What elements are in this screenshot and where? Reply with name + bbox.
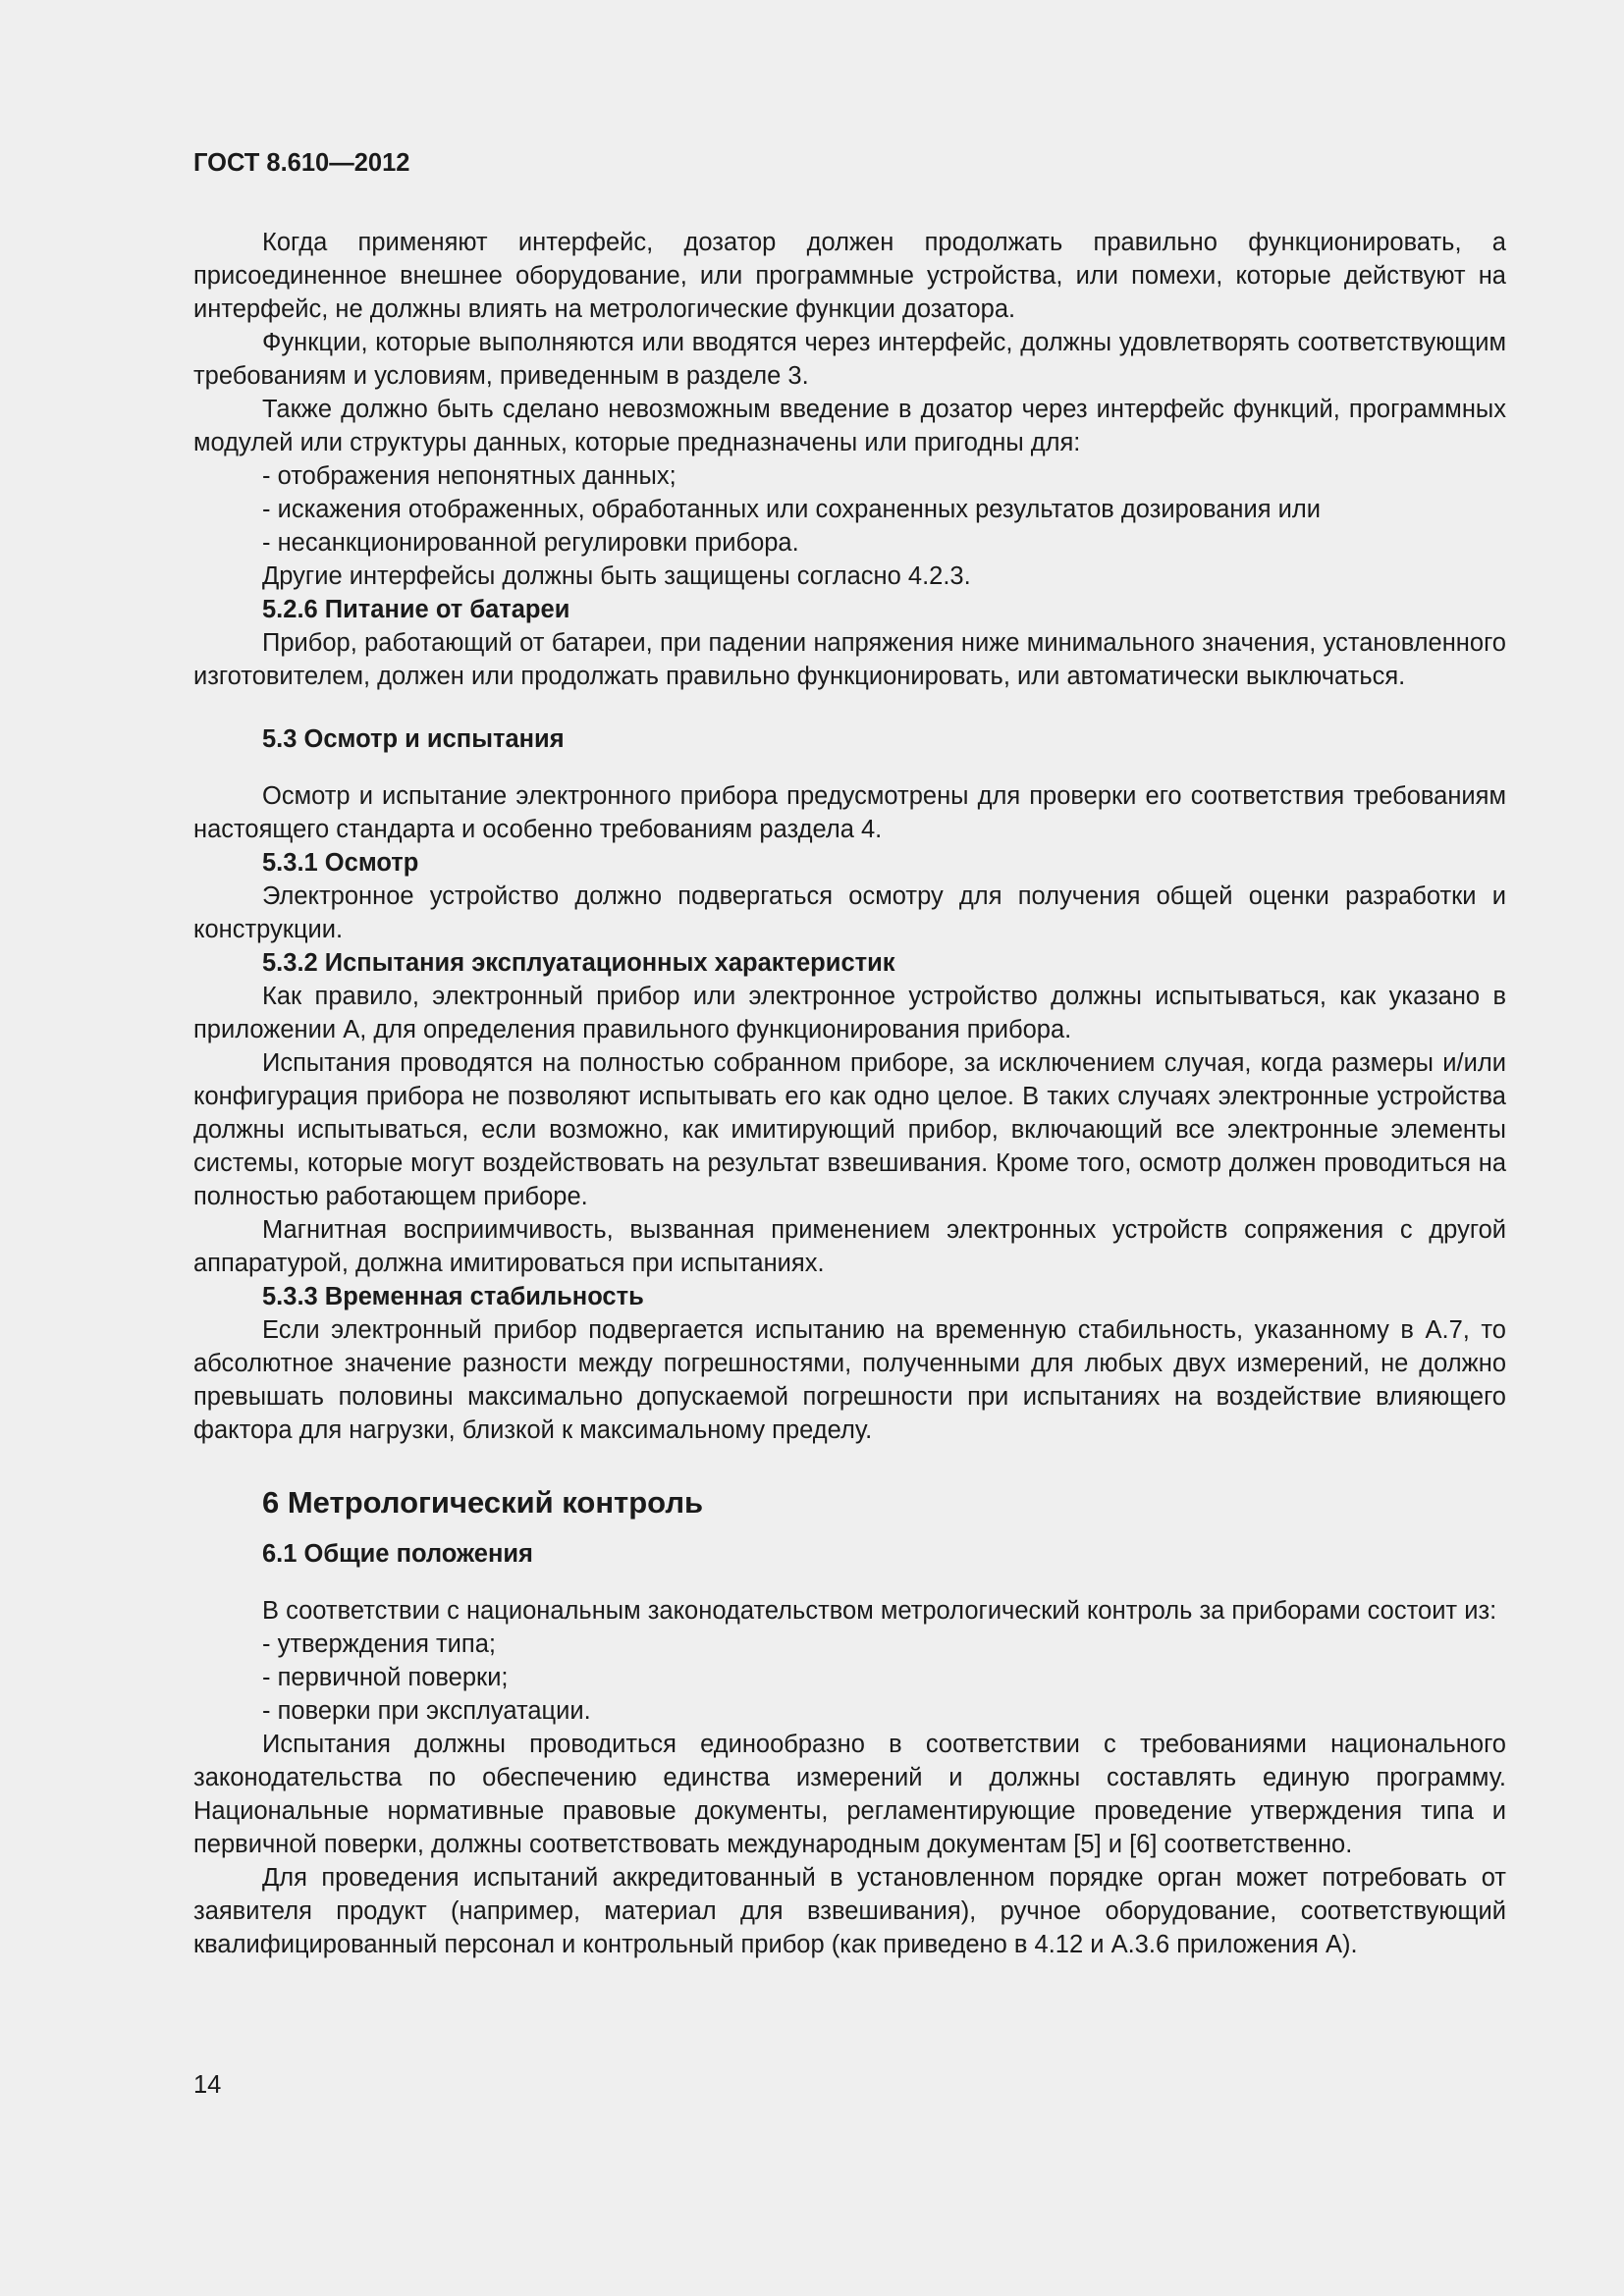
paragraph: Когда применяют интерфейс, дозатор должен продолжать правильно функционировать, а присоединенное внешнее оборудование, или программные устройства, или помехи, которые действуют на интерфейс, не должны влиять на метрологические функции дозатора.	[193, 229, 1506, 323]
subsection-heading-5-3-3: 5.3.3 Временная стабильность	[262, 1283, 644, 1310]
paragraph: Магнитная восприимчивость, вызванная применением электронных устройств сопряжения с другой аппаратурой, должна имитироваться при испытаниях.	[193, 1216, 1506, 1277]
paragraph: Прибор, работающий от батареи, при падении напряжения ниже минимального значения, установленного изготовителем, должен или продолжать правильно функционировать, или автоматически выключаться.	[193, 629, 1506, 690]
paragraph: Испытания проводятся на полностью собранном приборе, за исключением случая, когда размеры и/или конфигурация прибора не позволяют испытывать его как одно целое. В таких случаях электронные устройства должны испытываться, если возможно, как имитирующий прибор, включающий все электронные элементы системы, которые могут воздействовать на результат взвешивания. Кроме того, осмотр должен проводиться на полностью работающем приборе.	[193, 1049, 1506, 1210]
section-heading-5-3: 5.3 Осмотр и испытания	[262, 725, 565, 753]
document-header: ГОСТ 8.610—2012	[193, 149, 410, 177]
paragraph: Другие интерфейсы должны быть защищены согласно 4.2.3.	[262, 562, 971, 590]
subsection-heading-5-2-6: 5.2.6 Питание от батареи	[262, 596, 570, 623]
paragraph: Электронное устройство должно подвергаться осмотру для получения общей оценки разработки и конструкции.	[193, 882, 1506, 943]
paragraph: Также должно быть сделано невозможным введение в дозатор через интерфейс функций, программных модулей или структуры данных, которые предназначены или пригодны для:	[193, 396, 1506, 456]
list-item: - поверки при эксплуатации.	[262, 1697, 591, 1725]
list-item: - утверждения типа;	[262, 1630, 496, 1658]
list-item: - отображения непонятных данных;	[262, 462, 677, 490]
paragraph: Испытания должны проводиться единообразно в соответствии с требованиями национального законодательства по обеспечению единства измерений и должны составлять единую программу. Национальные нормативные правовые документы, регламентирующие проведение утверждения типа и первичной поверки, должны соответствовать международным документам [5] и [6] соответственно.	[193, 1731, 1506, 1858]
subsection-heading-5-3-2: 5.3.2 Испытания эксплуатационных характеристик	[262, 949, 895, 977]
document-body	[193, 147, 1506, 1961]
paragraph: Если электронный прибор подвергается испытанию на временную стабильность, указанному в А.7, то абсолютное значение разности между погрешностями, полученными для любых двух измерений, не должно превышать половины максимально допускаемой погрешности при испытаниях на воздействие влияющего фактора для нагрузки, близкой к максимальному пределу.	[193, 1316, 1506, 1444]
page-number: 14	[193, 2071, 222, 2099]
paragraph: Как правило, электронный прибор или электронное устройство должны испытываться, как указано в приложении А, для определения правильного функционирования прибора.	[193, 983, 1506, 1043]
section-heading-6-1: 6.1 Общие положения	[262, 1540, 533, 1568]
subsection-heading-5-3-1: 5.3.1 Осмотр	[262, 849, 419, 877]
list-item: - несанкционированной регулировки прибора.	[262, 529, 799, 557]
paragraph: Осмотр и испытание электронного прибора предусмотрены для проверки его соответствия требованиям настоящего стандарта и особенно требованиям раздела 4.	[193, 782, 1506, 843]
paragraph: Для проведения испытаний аккредитованный в установленном порядке орган может потребовать от заявителя продукт (например, материал для взвешивания), ручное оборудование, соответствующий квалифицированный персонал и контрольный прибор (как приведено в 4.12 и А.3.6 приложения А).	[193, 1864, 1506, 1958]
paragraph: Функции, которые выполняются или вводятся через интерфейс, должны удовлетворять соответствующим требованиям и условиям, приведенным в разделе 3.	[193, 329, 1506, 390]
list-item: - первичной поверки;	[262, 1664, 509, 1691]
list-item: - искажения отображенных, обработанных или сохраненных результатов дозирования или	[262, 496, 1322, 523]
paragraph: В соответствии с национальным законодательством метрологический контроль за приборами состоит из:	[262, 1597, 1497, 1625]
chapter-heading-6: 6 Метрологический контроль	[262, 1485, 704, 1520]
